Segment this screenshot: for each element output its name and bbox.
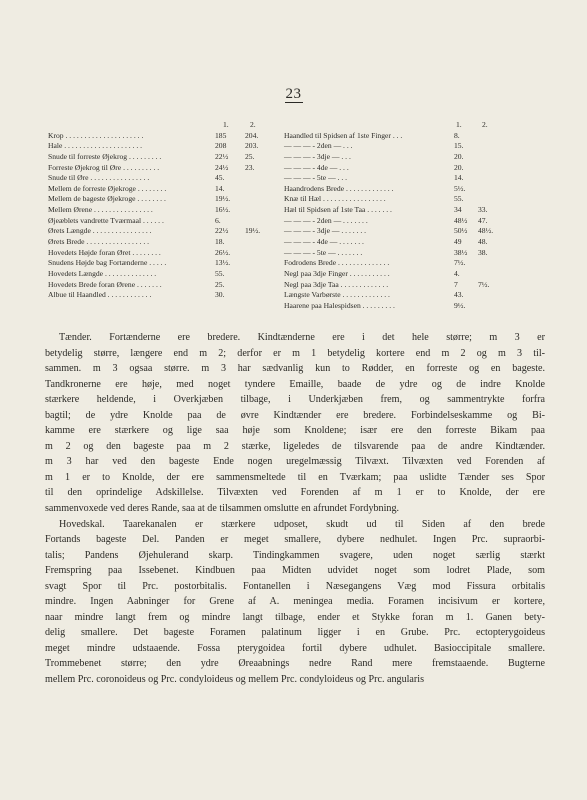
text-line: Hovedskal. Taarekanalen er stærkere udposet, skudt ud til Siden af den brede <box>59 518 545 530</box>
measurements-table-left <box>48 120 273 301</box>
column-header-2: 2. <box>250 120 256 129</box>
table-header <box>284 120 499 131</box>
row-label: Hovedets Højde foran Øret . . . . . . . . <box>48 247 161 257</box>
table-row <box>48 131 273 142</box>
text-line: Fortands bageste Del. Panden er meget smallere, dybere nedhulet. Ingen Prc. supraorbi- <box>45 534 545 546</box>
table-row <box>284 173 499 184</box>
value-specimen-2: 48. <box>478 237 488 247</box>
value-specimen-1: 34 <box>454 205 462 215</box>
value-specimen-2: 38. <box>478 247 488 257</box>
table-row <box>48 290 273 301</box>
row-label: Fodrodens Brede . . . . . . . . . . . . . . <box>284 258 390 268</box>
text-line: delig smallere. Det bageste Foramen palatinum ligger i en Grube. Prc. ectopterygoideus <box>45 627 545 639</box>
table-row <box>284 131 499 142</box>
table-row <box>48 173 273 184</box>
table-row <box>284 269 499 280</box>
column-header-1: 1. <box>456 120 462 129</box>
value-specimen-1: 208 <box>215 141 227 151</box>
column-header-2: 2. <box>482 120 488 129</box>
value-specimen-1: 6. <box>215 215 221 225</box>
row-label: — — — - 4de — . . . <box>284 162 349 172</box>
page-number: 23 <box>285 86 302 102</box>
table-row <box>48 205 273 216</box>
text-line: sammenvoxede ved deres Rande, saa at de tilsammen omslutte en afrundet Fordybning. <box>45 503 400 515</box>
table-row <box>284 184 499 195</box>
row-label: Ørets Længde . . . . . . . . . . . . . . . . <box>48 226 152 236</box>
text-line: Fremspring paa Issebenet. Kindbuen paa Midten udvidet noget som lodret Plade, som <box>45 565 545 577</box>
value-specimen-1: 49 <box>454 237 462 247</box>
row-label: Haandrodens Brede . . . . . . . . . . . . . <box>284 183 394 193</box>
text-line: sammen. m 3 ogsaa større. m 3 har sædvanlig kun to Rødder, en forreste og en bageste. <box>45 363 545 375</box>
table-row <box>284 141 499 152</box>
row-label: Negl paa 3dje Taa . . . . . . . . . . . . . <box>284 279 389 289</box>
text-line: betydelig større, længere end m 2; derfor er m 1 betydelig kortere end m 2 og m 3 til- <box>45 347 545 359</box>
text-line: mindre. Ingen Aabninger for Grene af A. meningea media. Foramen incisivum er kortere, <box>45 596 545 608</box>
table-row <box>48 152 273 163</box>
value-specimen-1: 55. <box>454 194 464 204</box>
text-line: svagt Spor til Prc. postorbitalis. Fontanellen i Næsegangens Væg mod Fissura orbitalis <box>45 580 545 592</box>
row-label: — — — - 5te — . . . <box>284 173 348 183</box>
text-line: talis; Pandens Øjehulerand skarp. Tindingkammen svagere, uden noget særlig stærkt <box>45 549 545 561</box>
value-specimen-1: 18. <box>215 237 225 247</box>
table-row <box>48 184 273 195</box>
measurements-table-right <box>284 120 499 312</box>
value-specimen-1: 7 <box>454 279 458 289</box>
table-row <box>284 163 499 174</box>
value-specimen-1: 16½. <box>215 205 231 215</box>
value-specimen-1: 14. <box>454 173 464 183</box>
row-label: Hæl til Spidsen af 1ste Taa . . . . . . . <box>284 205 392 215</box>
table-row <box>48 141 273 152</box>
value-specimen-1: 26½. <box>215 247 231 257</box>
value-specimen-1: 48½ <box>454 215 468 225</box>
row-label: Albue til Haandled . . . . . . . . . . . . <box>48 290 152 300</box>
value-specimen-2: 33. <box>478 205 488 215</box>
value-specimen-1: 8. <box>454 130 460 140</box>
table-row <box>284 216 499 227</box>
value-specimen-1: 20. <box>454 151 464 161</box>
table-row <box>48 163 273 174</box>
value-specimen-1: 30. <box>215 290 225 300</box>
row-label: Haandled til Spidsen af 1ste Finger . . . <box>284 130 403 140</box>
row-label: — — — - 2den — . . . . . . . <box>284 215 368 225</box>
row-label: Snudens Højde bag Fortænderne . . . . . <box>48 258 167 268</box>
value-specimen-1: 14. <box>215 183 225 193</box>
value-specimen-2: 7½. <box>478 279 490 289</box>
text-line: mellem Prc. coronoideus og Prc. condyloideus og mellem Prc. condyloideus og Prc. angularis <box>45 674 425 686</box>
row-label: Hovedets Længde . . . . . . . . . . . . . . <box>48 268 157 278</box>
value-specimen-1: 20. <box>454 162 464 172</box>
row-label: Snude til Øre . . . . . . . . . . . . . . . . <box>48 173 150 183</box>
table-row <box>284 205 499 216</box>
table-header <box>48 120 273 131</box>
value-specimen-1: 24½ <box>215 162 229 172</box>
value-specimen-2: 48½. <box>478 226 494 236</box>
text-line: kamme ere stærkere og lige saa høje som Knoldene; især ere den forreste Bikam paa <box>45 425 545 437</box>
table-row <box>48 216 273 227</box>
row-label: Hovedets Brede foran Ørene . . . . . . . <box>48 279 162 289</box>
value-specimen-2: 25. <box>245 151 255 161</box>
text-line: Tandkronerne ere høje, med noget tyndere Emaille, baade de ydre og de indre Knolde <box>45 378 545 390</box>
text-line: m 2 og den bageste paa m 2 stærke, ligeledes de tilsvarende paa de andre Kindtænder. <box>45 440 545 452</box>
value-specimen-1: 45. <box>215 173 225 183</box>
row-label: — — — - 5te — . . . . . . . <box>284 247 363 257</box>
table-row <box>48 226 273 237</box>
value-specimen-1: 5½. <box>454 183 466 193</box>
value-specimen-1: 9½. <box>454 300 466 310</box>
text-line: naar mindre langt frem og mindre langt tilbage, ender et Stykke foran m 1. Ganen bety- <box>45 611 545 623</box>
paragraph-skull <box>45 517 545 688</box>
value-specimen-1: 50½ <box>454 226 468 236</box>
value-specimen-1: 19½. <box>215 194 231 204</box>
value-specimen-2: 47. <box>478 215 488 225</box>
row-label: Negl paa 3dje Finger . . . . . . . . . . . <box>284 268 390 278</box>
row-label: Mellem de forreste Øjekroge . . . . . . . . <box>48 183 167 193</box>
value-specimen-1: 25. <box>215 279 225 289</box>
row-label: — — — - 3dje — . . . . . . . <box>284 226 367 236</box>
value-specimen-1: 15. <box>454 141 464 151</box>
table-row <box>48 248 273 259</box>
text-line: m 3 har ved den bageste Ende nogen uregelmæssig Tilvæxt. Tilvæxten ved Forenden af <box>45 456 545 468</box>
table-row <box>48 258 273 269</box>
value-specimen-1: 4. <box>454 268 460 278</box>
row-label: Hale . . . . . . . . . . . . . . . . . . . . . <box>48 141 143 151</box>
value-specimen-2: 203. <box>245 141 259 151</box>
body-text <box>45 330 545 688</box>
row-label: Krop . . . . . . . . . . . . . . . . . . . . . <box>48 130 144 140</box>
row-label: — — — - 2den — . . . <box>284 141 353 151</box>
column-header-1: 1. <box>223 120 229 129</box>
row-label: Mellem de bageste Øjekroge . . . . . . . . <box>48 194 166 204</box>
value-specimen-1: 7½. <box>454 258 466 268</box>
table-row <box>284 301 499 312</box>
value-specimen-1: 13½. <box>215 258 231 268</box>
row-label: Ørets Brede . . . . . . . . . . . . . . . . . <box>48 237 150 247</box>
table-row <box>284 258 499 269</box>
value-specimen-2: 19½. <box>245 226 261 236</box>
text-line: bagtil; de ydre Knolde paa de øvre Kindtænder ere bredere. Forbindelseskamme og Bi- <box>45 409 545 421</box>
row-label: Øjeæblets vandrette Tværmaal . . . . . . <box>48 215 164 225</box>
table-row <box>48 280 273 291</box>
row-label: Snude til forreste Øjekrog . . . . . . . . . <box>48 151 162 161</box>
value-specimen-1: 22½ <box>215 226 229 236</box>
table-row <box>284 290 499 301</box>
value-specimen-1: 185 <box>215 130 227 140</box>
row-label: Mellem Ørene . . . . . . . . . . . . . . . . <box>48 205 153 215</box>
text-line: til den oprindelige Adskillelse. Tilvæxten ved Forenden af m 1 er to Knolde, der ere <box>45 487 545 499</box>
table-row <box>48 194 273 205</box>
value-specimen-2: 204. <box>245 130 259 140</box>
value-specimen-2: 23. <box>245 162 255 172</box>
row-label: Knæ til Hæl . . . . . . . . . . . . . . . . . <box>284 194 386 204</box>
row-label: Forreste Øjekrog til Øre . . . . . . . . . . <box>48 162 160 172</box>
row-label: Haarene paa Halespidsen . . . . . . . . . <box>284 300 395 310</box>
value-specimen-1: 43. <box>454 290 464 300</box>
row-label: — — — - 4de — . . . . . . . <box>284 237 364 247</box>
text-line: Tænder. Fortænderne ere bredere. Kindtænderne ere i det hele større; m 3 er <box>59 332 545 343</box>
table-row <box>284 237 499 248</box>
value-specimen-1: 22½ <box>215 151 229 161</box>
table-row <box>284 280 499 291</box>
table-row <box>284 194 499 205</box>
table-row <box>48 237 273 248</box>
row-label: Længste Varbørste . . . . . . . . . . . . . <box>284 290 390 300</box>
text-line: m 1 er to Knolde, der ere sammensmeltede til en Tværkam; paa uslidte Tænder ses Spor <box>45 471 545 483</box>
text-line: meget mindre udstaaende. Fossa pterygoidea fortil dybere udhulet. Basioccipitale smallere. <box>45 642 545 654</box>
table-row <box>284 226 499 237</box>
text-line: Trommebenet større; den ydre Øreaabnings nedre Rand mere fremstaaende. Bugterne <box>45 658 545 670</box>
paragraph-teeth <box>45 330 545 517</box>
value-specimen-1: 38½ <box>454 247 468 257</box>
row-label: — — — - 3dje — . . . <box>284 151 351 161</box>
table-row <box>284 248 499 259</box>
table-row <box>48 269 273 280</box>
value-specimen-1: 55. <box>215 268 225 278</box>
text-line: stærkere heldende, i Overkjæben tilbage, i Underkjæben frem, og sammentrykte forfra <box>45 394 545 406</box>
table-row <box>284 152 499 163</box>
